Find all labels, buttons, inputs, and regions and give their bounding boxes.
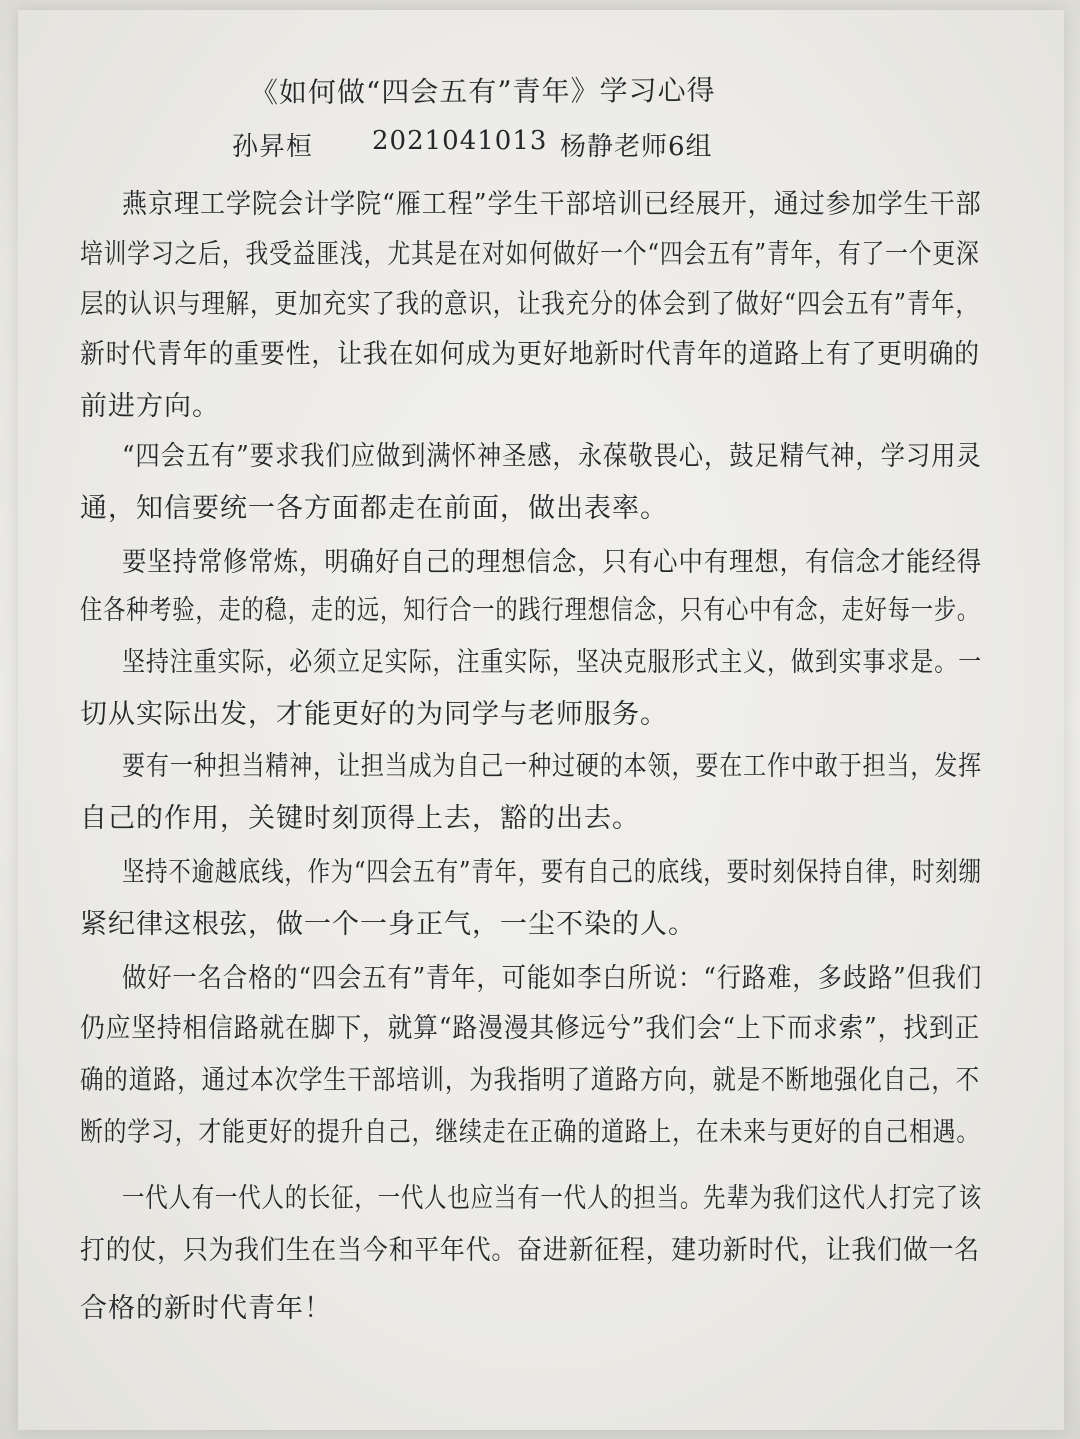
essay-line: 紧纪律这根弦，做一个一身正气，一尘不染的人。 xyxy=(80,909,696,940)
student-id: 2021041013 xyxy=(372,126,548,156)
essay-line: 坚持注重实际，必须立足实际，注重实际，坚决克服形式主义，做到实事求是。一 xyxy=(122,647,982,678)
author-name: 孙昇桓 xyxy=(232,132,314,162)
essay-line: 合格的新时代青年！ xyxy=(80,1293,332,1324)
teacher-group: 杨静老师6组 xyxy=(560,132,713,162)
essay-line: 通，知信要统一各方面都走在前面，做出表率。 xyxy=(80,493,668,524)
essay-line: 一代人有一代人的长征，一代人也应当有一代人的担当。先辈为我们这代人打完了该 xyxy=(122,1183,982,1214)
essay-line: 切从实际出发，才能更好的为同学与老师服务。 xyxy=(80,699,668,730)
essay-line: 要有一种担当精神，让担当成为自己一种过硬的本领，要在工作中敢于担当，发挥 xyxy=(122,751,982,782)
essay-line: 新时代青年的重要性，让我在如何成为更好地新时代青年的道路上有了更明确的 xyxy=(80,339,980,370)
essay-title: 《如何做“四会五有”青年》学习心得 xyxy=(249,73,716,110)
essay-line: 断的学习，才能更好的提升自己，继续走在正确的道路上，在未来与更好的自己相遇。 xyxy=(80,1117,980,1148)
essay-line: 确的道路，通过本次学生干部培训，为我指明了道路方向，就是不断地强化自己，不 xyxy=(80,1065,980,1096)
essay-line: “四会五有”要求我们应做到满怀神圣感，永葆敬畏心，鼓足精气神，学习用灵 xyxy=(122,441,982,472)
essay-line: 要坚持常修常炼，明确好自己的理想信念，只有心中有理想，有信念才能经得 xyxy=(122,547,982,578)
essay-line: 前进方向。 xyxy=(80,391,220,422)
essay-line: 坚持不逾越底线，作为“四会五有”青年，要有自己的底线，要时刻保持自律，时刻绷 xyxy=(122,857,982,888)
essay-line: 住各种考验，走的稳，走的远，知行合一的践行理想信念，只有心中有念，走好每一步。 xyxy=(80,595,980,626)
essay-line: 自己的作用，关键时刻顶得上去，豁的出去。 xyxy=(80,803,640,834)
essay-line: 燕京理工学院会计学院“雁工程”学生干部培训已经展开，通过参加学生干部 xyxy=(122,189,982,220)
essay-line: 培训学习之后，我受益匪浅，尤其是在对如何做好一个“四会五有”青年，有了一个更深 xyxy=(80,239,980,270)
essay-line: 做好一名合格的“四会五有”青年，可能如李白所说：“行路难，多歧路”但我们 xyxy=(122,963,982,994)
essay-line: 仍应坚持相信路就在脚下，就算“路漫漫其修远兮”我们会“上下而求索”，找到正 xyxy=(80,1013,980,1044)
essay-line: 层的认识与理解，更加充实了我的意识，让我充分的体会到了做好“四会五有”青年， xyxy=(80,289,980,320)
essay-line: 打的仗，只为我们生在当今和平年代。奋进新征程，建功新时代，让我们做一名 xyxy=(80,1235,980,1266)
